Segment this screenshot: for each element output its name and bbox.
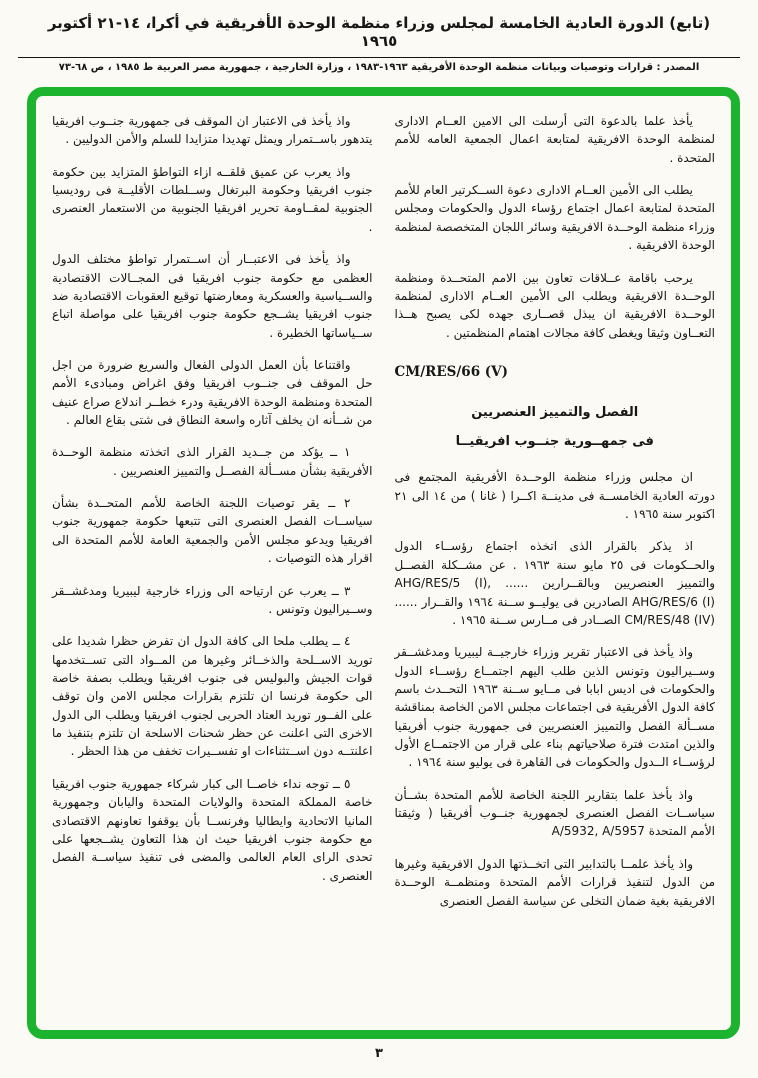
paragraph: ٣ ــ يعرب عن ارتياحه الى وزراء خارجية ليبيريا ومدغشــقر وســيراليون وتونس . xyxy=(52,583,373,616)
paragraph: يرحب باقامة عــلاقات تعاون بين الامم المتحــدة ومنظمة الوحــدة الافريقية ويطلب الى الأمين العــام الادارى لمنظمة الوحــدة الافريقية ان يبذل قصــارى جهده لكى يصبح هــذا التعــاون وثيقا ويغطى كافة مجالات اهتمام المنظمتين . xyxy=(394,270,715,340)
paragraph: ٤ ــ يطلب ملحا الى كافة الدول ان تفرض حظرا شديدا على توريد الاســلحة والذخــائر وغيرها من المــواد التى تســتخدمها قوات الجيش والبوليس فى جنوب افريقيا ويطلب بصفة خاصة الى حكومة فرنسا ان تلتزم بقرارات مجلس الامن وان توقف على الفــور توريد العتاد الحربى لجنوب افريقيا ويطلب الى الدول الاخرى التى اعلنت عن حظر شحنات الاسلحة ان تلتزم بتنفيذ ما اعلنتــه دون اســتثناءات او تفســيرات تخفف من هذا الحظر . xyxy=(52,634,373,759)
column-left xyxy=(52,112,373,1022)
green-border-frame xyxy=(27,87,740,1039)
paragraph: يطلب الى الأمين العــام الادارى دعوة الســكرتير العام للأمم المتحدة لمتابعة اعمال اجتماع رؤساء الدول والحكومات ومجلس وزراء منظمة الوحــدة الافريقية وسائر اللجان المتخصصة لمنظمة الوحدة الافريقية . xyxy=(394,183,715,253)
paragraph: يأخذ علما بالدعوة التى أرسلت الى الامين العــام الادارى لمنظمة الوحدة الافريقية لمتابعة اعمال الجمعية العامه للأمم المتحدة . xyxy=(394,114,715,165)
paragraph: ان مجلس وزراء منظمة الوحــدة الأفريقية المجتمع فى دورته العادية الخامســة فى مدينــة اكــرا ( غانا ) من ١٤ الى ٢١ اكتوبر سنة ١٩٦٥ . xyxy=(394,470,716,522)
page-number: ٣ xyxy=(375,1046,383,1061)
document-title: (تابع) الدورة العادية الخامسة لمجلس وزراء منظمة الوحدة الأفريقية في أكرا، ١٤-٢١ أكتوبر ١٩٦٥ xyxy=(47,14,711,50)
resolution-heading: الفصل والتمييز العنصريين xyxy=(471,404,639,420)
paragraph: واقتناعا بأن العمل الدولى الفعال والسريع ضرورة من اجل حل الموقف فى جنــوب افريقيا وفق اغراض ومبادىء الأمم المتحدة ومنظمة الوحدة الافريقية ودرء خطــر اندلاع صراع عنيف من شــأنه ان يخلف آثاره واسعة النطاق فى شتى بقاع العالم . xyxy=(52,357,373,428)
paragraph: واذ يأخذ فى الاعتبــار أن اســتمرار تواطؤ مختلف الدول العظمى مع حكومة جنوب افريقيا فى المجــالات الاقتصادية والســياسية والعسكرية ومعارضتها توقيع العقوبات الاقتصادية ضد جنوب افريقيا يشــجع حكومة جنوب افريقيا على مواصلة اتباع ســياساتها الخطيرة . xyxy=(52,252,373,340)
document-header xyxy=(0,14,758,73)
paragraph: واذ يأخذ فى الاعتبار تقرير وزراء خارجيــة ليبيريا ومدغشــقر وســيراليون وتونس الذين طلب اليهم اجتمــاع رؤســاء الدول والحكومات فى اديس ابابا فى مــايو ســنة ١٩٦٣ التحــدث باسم كافة الدول الأفريقية فى اجتماعات مجلس الامن الخاصة بمناقشة مســألة الفصل والتمييز العنصريين فى جمهورية جنوب أفريقيا والذين امتدت فترة صلاحياتهم بناء على قرار من الاجتمــاع الأول لرؤســاء الــدول والحكومات فى القاهرة فى يوليو سنة ١٩٦٤ . xyxy=(394,645,716,770)
resolution-subheading: فى جمهــورية جنــوب افريقيــا xyxy=(455,434,654,450)
text-columns xyxy=(36,96,731,1030)
paragraph: واذ يأخذ علمــا بالتدابير التى اتخــذتها الدول الافريقية وغيرها من الدول لتنفيذ قرارات الأمم المتحدة ومنظمــة الوحــدة الافريقية بغية ضمان التخلى عن سياسة الفصل العنصرى xyxy=(394,856,715,908)
paragraph: ٢ ــ يقر توصيات اللجنة الخاصة للأمم المتحــدة بشأن سياســات الفصل العنصرى التى تتبعها حكومة جمهورية جنوب افريقيا ويدعو مجلس الأمن والجمعية العامة للأمم المتحدة الى اقرار هذه التوصيات . xyxy=(52,496,373,566)
header-divider xyxy=(18,57,740,58)
paragraph: اذ يذكر بالقرار الذى اتخذه اجتماع رؤســاء الدول والحــكومات فى ٢٥ مايو سنة ١٩٦٣ . عن مشــكلة الفصــل والتمييز العنصريين وبالقــرارين ...... AHG/RES/5 (I), AHG/RES/6 (I) الصادرين فى يوليــو ســنة ١٩٦٤ والقــرار ...... CM/RES/48 (IV) الصــادر فى مــارس ســنة ١٩٦٥ . xyxy=(394,539,716,627)
column-right xyxy=(395,112,716,1022)
paragraph: واذ يعرب عن عميق قلقــه ازاء التواطؤ المتزايد بين حكومة جنوب افريقيا وحكومة البرتغال وســلطات الأقليــة فى روديسيا الجنوبية لمقــاومة تحرير افريقيا الجنوبية من الاستعمار العنصرى . xyxy=(52,164,373,234)
paragraph: واذ يأخذ علما بتقارير اللجنة الخاصة للأمم المتحدة بشــأن سياســات الفصل العنصرى لجمهورية جنــوب أفريقيا ( وثيقتا الأمم المتحدة A/5932, A/5957 xyxy=(394,787,715,839)
paragraph: ٥ ــ توجه نداء خاصــا الى كبار شركاء جمهورية جنوب افريقيا خاصة المملكة المتحدة والولايات المتحدة واليابان وجمهورية المانيا الاتحادية وايطاليا وفرنســا بأن يوقفوا تعاونهم الاقتصادى مع حكومة جنوب افريقيا حيث ان هذا التعاون يشــجعها على تحدى الراى العام العالمى والمضى فى تنفيذ سياســة الفصل العنصرى . xyxy=(52,776,373,883)
paragraph: واذ يأخذ فى الاعتبار ان الموقف فى جمهورية جنــوب افريقيا يتدهور باســتمرار ويمثل تهديدا متزايدا للسلم والأمن الدوليين . xyxy=(52,114,373,147)
paragraph: ١ ــ يؤكد من جــديد القرار الذى اتخذته منظمة الوحــدة الأفريقية بشأن مســألة الفصــل والتمييز العنصريين . xyxy=(52,445,373,478)
resolution-code: CM/RES/66 (V) xyxy=(394,363,509,380)
document-source-line: المصدر : قرارات وتوصيات وبيانات منظمة الوحدة الأفريقية ١٩٦٣-١٩٨٣ ، وزارة الخارجية ، جمهورية مصر العربية ط ١٩٨٥ ، ص ٦٨-٧٣ xyxy=(58,62,700,73)
